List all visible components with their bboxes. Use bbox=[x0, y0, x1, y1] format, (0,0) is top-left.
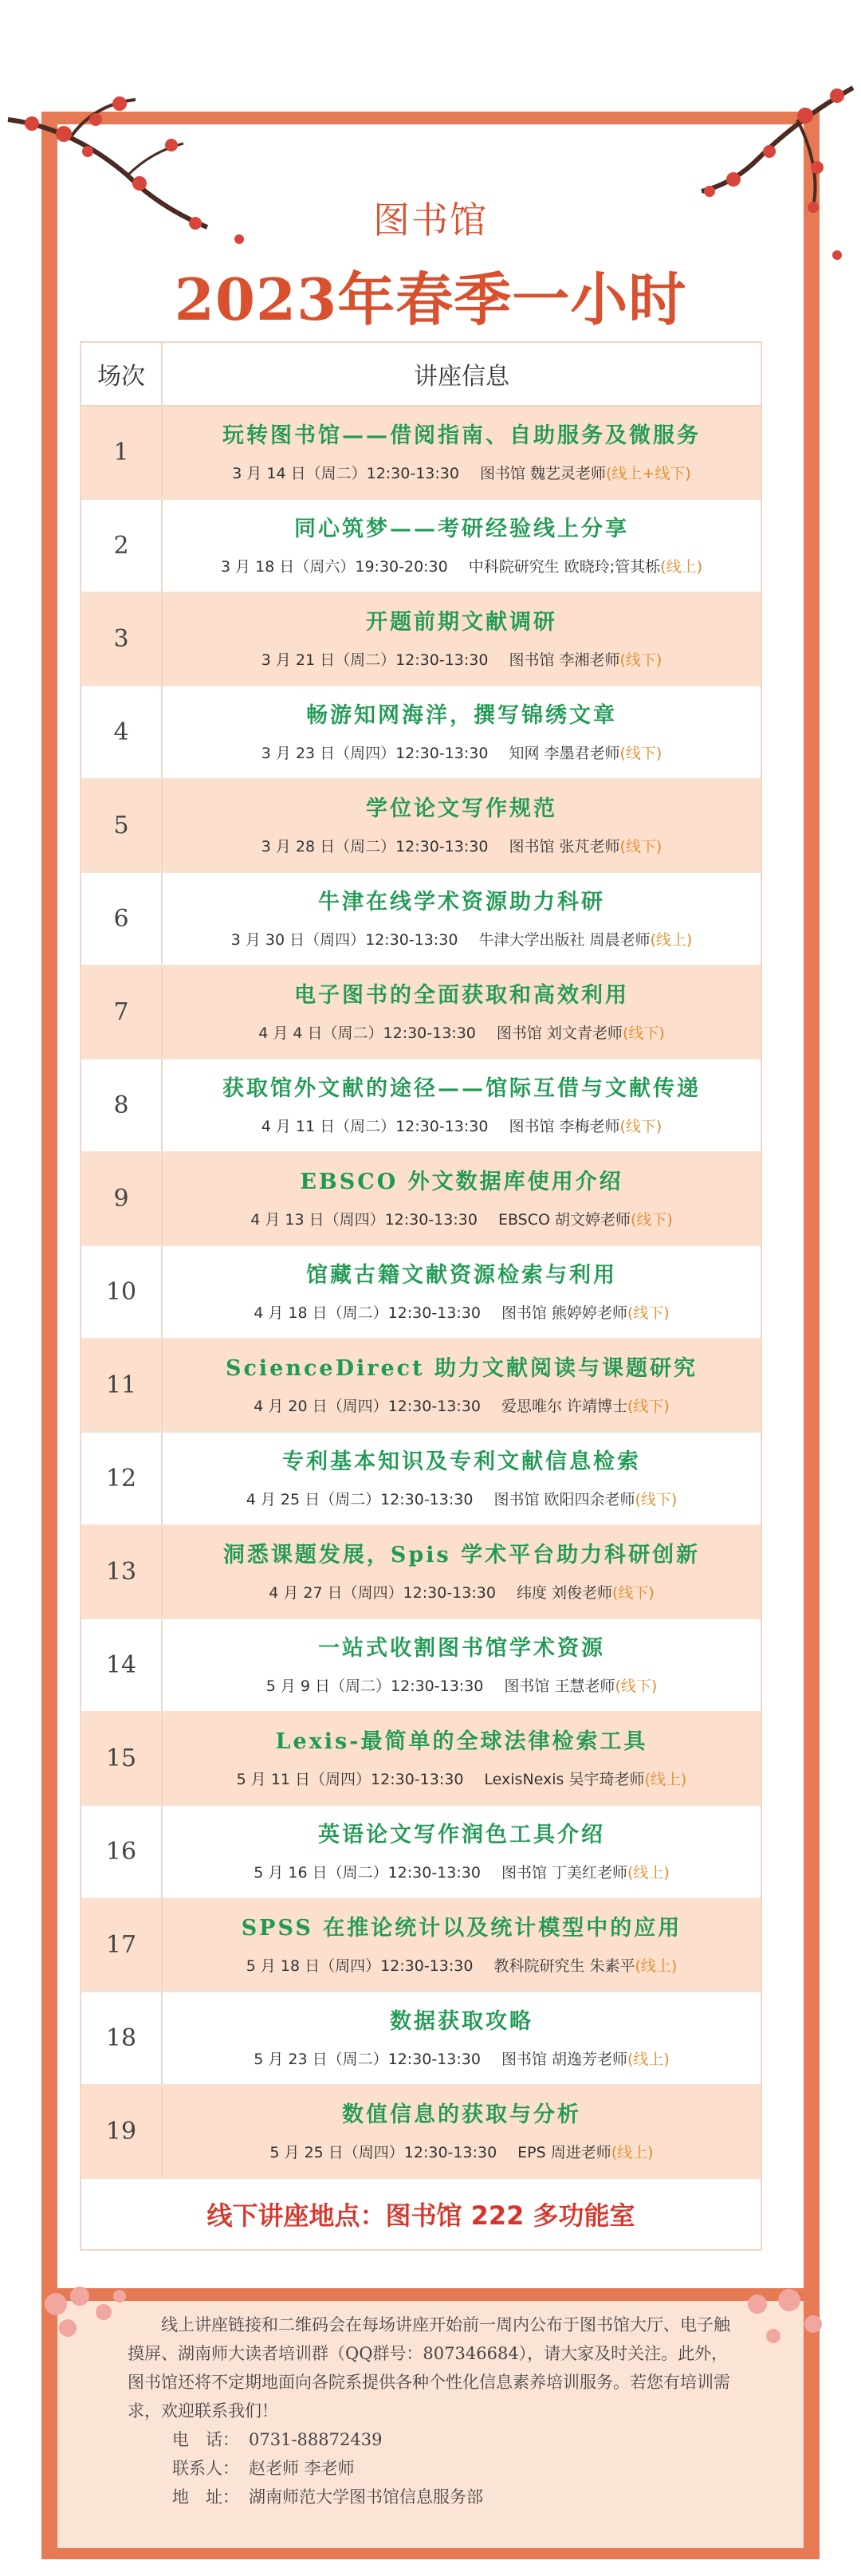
table-row bbox=[81, 1526, 761, 1619]
lecture-meta bbox=[232, 462, 691, 483]
address-value: 湖南师范大学图书馆信息服务部 bbox=[249, 2488, 483, 2507]
lecture-meta bbox=[261, 648, 662, 670]
lecture-speaker: 教科院研究生 朱素平 bbox=[493, 1957, 635, 1975]
lecture-speaker: 图书馆 李湘老师 bbox=[509, 651, 620, 669]
lecture-mode: (线下) bbox=[630, 1211, 673, 1229]
table-row bbox=[81, 593, 761, 686]
lecture-date: 5 月 23 日（周二）12:30-13:30 bbox=[254, 2051, 481, 2068]
lecture-meta bbox=[261, 835, 662, 856]
lecture-mode: (线下) bbox=[627, 1304, 670, 1322]
lecture-mode: (线上) bbox=[627, 2051, 670, 2068]
address-label: 地 址： bbox=[172, 2488, 239, 2507]
lecture-speaker: 爱思唯尔 许靖博士 bbox=[501, 1398, 627, 1415]
lecture-topic: 一站式收割图书馆学术资源 bbox=[318, 1636, 605, 1661]
lecture-meta bbox=[254, 2047, 670, 2069]
lecture-speaker: 图书馆 欧阳四余老师 bbox=[493, 1491, 635, 1508]
lecture-date: 4 月 27 日（周四）12:30-13:30 bbox=[269, 1584, 496, 1602]
lecture-speaker: 图书馆 李梅老师 bbox=[509, 1118, 620, 1135]
lecture-meta bbox=[261, 741, 662, 763]
lecture-mode: (线上) bbox=[650, 931, 693, 949]
lecture-date: 5 月 9 日（周二）12:30-13:30 bbox=[265, 1677, 484, 1695]
lecture-meta bbox=[246, 1488, 678, 1509]
lecture-speaker: 图书馆 刘文青老师 bbox=[496, 1025, 623, 1042]
table-row bbox=[81, 1806, 761, 1899]
lecture-speaker: 知网 李墨君老师 bbox=[509, 745, 620, 762]
lecture-date: 5 月 16 日（周二）12:30-13:30 bbox=[254, 1864, 481, 1882]
table-row bbox=[81, 780, 761, 873]
session-number: 8 bbox=[81, 1060, 163, 1151]
lecture-date: 4 月 20 日（周四）12:30-13:30 bbox=[254, 1398, 481, 1415]
lecture-mode: (线上) bbox=[611, 2144, 654, 2161]
session-number: 11 bbox=[81, 1339, 163, 1431]
table-row bbox=[81, 966, 761, 1060]
lecture-topic: 获取馆外文献的途径——馆际互借与文献传递 bbox=[222, 1076, 701, 1101]
lecture-info bbox=[163, 407, 761, 498]
lecture-meta bbox=[231, 928, 693, 950]
notice-paragraph: 线上讲座链接和二维码会在每场讲座开始前一周内公布于图书馆大厅、电子触摸屏、湖南师大读者培训群（QQ群号：807346684），请大家及时关注。此外，图书馆还将不定期地面向各院系提供各种个性化信息素养培训服务。若您有培训需求，欢迎联系我们！ bbox=[128, 2315, 730, 2421]
lecture-mode: (线下) bbox=[627, 1398, 670, 1415]
lecture-info bbox=[163, 593, 761, 685]
table-row bbox=[81, 686, 761, 780]
lecture-speaker: 图书馆 魏艺灵老师 bbox=[479, 465, 607, 482]
lecture-date: 4 月 25 日（周二）12:30-13:30 bbox=[246, 1491, 474, 1508]
lecture-table bbox=[80, 341, 762, 2251]
lecture-meta bbox=[269, 1581, 655, 1603]
lecture-speaker: 中科院研究生 欧晓玲;管其栎 bbox=[468, 558, 661, 576]
lecture-speaker: 图书馆 张芃老师 bbox=[509, 838, 620, 855]
session-number: 2 bbox=[81, 500, 163, 592]
lecture-topic: EBSCO 外文数据库使用介绍 bbox=[300, 1170, 623, 1194]
lecture-info bbox=[163, 1246, 761, 1338]
session-number: 14 bbox=[81, 1619, 163, 1711]
table-row bbox=[81, 2086, 761, 2179]
lecture-topic: 洞悉课题发展，Spis 学术平台助力科研创新 bbox=[222, 1543, 701, 1567]
lecture-info bbox=[163, 1339, 761, 1431]
lecture-speaker: EBSCO 胡文婷老师 bbox=[497, 1211, 631, 1229]
lecture-meta bbox=[221, 555, 702, 576]
lecture-speaker: 图书馆 胡逸芳老师 bbox=[501, 2051, 627, 2068]
contact-person bbox=[128, 2454, 733, 2483]
lecture-info bbox=[163, 1619, 761, 1711]
session-number: 15 bbox=[81, 1713, 163, 1804]
lecture-mode: (线上) bbox=[644, 1771, 687, 1788]
lecture-date: 4 月 18 日（周二）12:30-13:30 bbox=[254, 1304, 481, 1322]
lecture-date: 4 月 11 日（周二）12:30-13:30 bbox=[261, 1118, 489, 1135]
poster-main-title: 2023年春季一小时 bbox=[174, 265, 687, 333]
lecture-date: 4 月 13 日（周四）12:30-13:30 bbox=[250, 1211, 478, 1229]
contact-label: 联系人： bbox=[172, 2459, 239, 2478]
table-row bbox=[81, 1992, 761, 2086]
lecture-info bbox=[163, 1060, 761, 1151]
lecture-info bbox=[163, 2086, 761, 2177]
session-number: 13 bbox=[81, 1526, 163, 1618]
lecture-info bbox=[163, 686, 761, 778]
lecture-mode: (线下) bbox=[611, 1584, 655, 1602]
lecture-topic: ScienceDirect 助力文献阅读与课题研究 bbox=[225, 1356, 698, 1381]
lecture-info bbox=[163, 500, 761, 592]
session-number: 18 bbox=[81, 1992, 163, 2084]
lecture-speaker: 纬度 刘俊老师 bbox=[516, 1584, 612, 1602]
lecture-meta bbox=[254, 1301, 670, 1323]
lecture-topic: 数值信息的获取与分析 bbox=[342, 2102, 581, 2127]
lecture-speaker: 图书馆 王慧老师 bbox=[504, 1677, 615, 1695]
lecture-info bbox=[163, 1992, 761, 2084]
table-row bbox=[81, 1246, 761, 1339]
table-row bbox=[81, 1153, 761, 1246]
lecture-topic: 英语论文写作润色工具介绍 bbox=[318, 1823, 605, 1847]
lecture-meta bbox=[254, 1394, 670, 1416]
phone-value: 0731-88872439 bbox=[249, 2430, 383, 2449]
session-number: 5 bbox=[81, 780, 163, 871]
lecture-speaker: 图书馆 熊婷婷老师 bbox=[501, 1304, 627, 1322]
lecture-topic: 专利基本知识及专利文献信息检索 bbox=[282, 1449, 641, 1474]
table-row bbox=[81, 873, 761, 966]
lecture-mode: (线下) bbox=[619, 745, 662, 762]
lecture-mode: (线上) bbox=[660, 558, 703, 576]
header-info: 讲座信息 bbox=[414, 363, 509, 391]
lecture-date: 4 月 4 日（周二）12:30-13:30 bbox=[258, 1025, 476, 1042]
session-number: 1 bbox=[81, 407, 163, 498]
session-number: 3 bbox=[81, 593, 163, 685]
lecture-speaker: EPS 周进老师 bbox=[517, 2144, 611, 2161]
poster-org-title: 图书馆 bbox=[373, 199, 488, 242]
table-row bbox=[81, 1619, 761, 1713]
contact-address bbox=[128, 2483, 733, 2511]
lecture-topic: 畅游知网海洋，撰写锦绣文章 bbox=[306, 703, 617, 728]
lecture-meta bbox=[269, 2141, 653, 2162]
lecture-info bbox=[163, 780, 761, 871]
table-row bbox=[81, 1339, 761, 1433]
lecture-meta bbox=[237, 1768, 687, 1789]
lecture-mode: (线下) bbox=[619, 651, 662, 669]
lecture-info bbox=[163, 1526, 761, 1618]
lecture-date: 3 月 14 日（周二）12:30-13:30 bbox=[232, 465, 459, 482]
table-row bbox=[81, 1899, 761, 1992]
phone-label: 电 话： bbox=[172, 2430, 239, 2449]
session-number: 17 bbox=[81, 1899, 163, 1991]
lecture-info bbox=[163, 966, 761, 1058]
lecture-date: 3 月 28 日（周二）12:30-13:30 bbox=[261, 838, 489, 855]
table-row bbox=[81, 500, 761, 593]
contact-value: 赵老师 李老师 bbox=[249, 2459, 355, 2478]
header-session: 场次 bbox=[81, 343, 163, 405]
session-number: 10 bbox=[81, 1246, 163, 1338]
lecture-date: 3 月 18 日（周六）19:30-20:30 bbox=[220, 558, 448, 576]
table-row bbox=[81, 407, 761, 500]
lecture-date: 5 月 18 日（周四）12:30-13:30 bbox=[246, 1957, 474, 1975]
lecture-info bbox=[163, 1433, 761, 1524]
lecture-date: 5 月 11 日（周四）12:30-13:30 bbox=[236, 1771, 464, 1788]
lecture-topic: Lexis-最简单的全球法律检索工具 bbox=[275, 1729, 648, 1754]
lecture-topic: 学位论文写作规范 bbox=[366, 796, 557, 821]
contact-phone bbox=[128, 2425, 733, 2454]
lecture-topic: 同心筑梦——考研经验线上分享 bbox=[294, 517, 629, 541]
lecture-topic: 数据获取攻略 bbox=[390, 2009, 533, 2034]
lecture-info bbox=[163, 1806, 761, 1898]
lecture-topic: 馆藏古籍文献资源检索与利用 bbox=[306, 1263, 617, 1288]
lecture-date: 3 月 21 日（周二）12:30-13:30 bbox=[261, 651, 489, 669]
lecture-mode: (线上) bbox=[635, 1957, 678, 1975]
lecture-date: 3 月 30 日（周四）12:30-13:30 bbox=[230, 931, 458, 949]
session-number: 7 bbox=[81, 966, 163, 1058]
lecture-mode: (线下) bbox=[622, 1025, 665, 1042]
blossom-right-decoration bbox=[725, 2280, 837, 2376]
lecture-speaker: LexisNexis 吴宇琦老师 bbox=[484, 1771, 645, 1788]
session-number: 12 bbox=[81, 1433, 163, 1524]
notice-text bbox=[128, 2311, 733, 2511]
lecture-topic: SPSS 在推论统计以及统计模型中的应用 bbox=[241, 1916, 682, 1941]
table-row bbox=[81, 1060, 761, 1153]
lecture-speaker: 牛津大学出版社 周晨老师 bbox=[478, 931, 651, 949]
lecture-mode: (线上+线下) bbox=[606, 465, 691, 482]
session-number: 19 bbox=[81, 2086, 163, 2177]
lecture-meta bbox=[250, 1208, 673, 1229]
table-header bbox=[81, 343, 761, 407]
lecture-meta bbox=[254, 1861, 670, 1882]
lecture-info bbox=[163, 873, 761, 965]
lecture-mode: (线下) bbox=[619, 1118, 662, 1135]
lecture-speaker: 图书馆 丁美红老师 bbox=[501, 1864, 627, 1882]
table-row bbox=[81, 1713, 761, 1806]
lecture-date: 5 月 25 日（周四）12:30-13:30 bbox=[269, 2144, 497, 2161]
plum-branch-right-decoration bbox=[638, 72, 861, 279]
lecture-topic: 电子图书的全面获取和高效利用 bbox=[294, 983, 629, 1008]
lecture-topic: 开题前期文献调研 bbox=[366, 610, 557, 635]
lecture-meta bbox=[261, 1115, 662, 1136]
blossom-left-decoration bbox=[32, 2280, 144, 2376]
lecture-topic: 玩转图书馆——借阅指南、自助服务及微服务 bbox=[222, 423, 701, 448]
session-number: 16 bbox=[81, 1806, 163, 1898]
venue-notice: 线下讲座地点：图书馆 222 多功能室 bbox=[206, 2200, 635, 2231]
lecture-rows bbox=[81, 407, 761, 2179]
lecture-meta bbox=[266, 1674, 658, 1696]
session-number: 4 bbox=[81, 686, 163, 778]
lecture-mode: (线下) bbox=[615, 1677, 658, 1695]
lecture-date: 3 月 23 日（周四）12:30-13:30 bbox=[261, 745, 489, 762]
lecture-info bbox=[163, 1713, 761, 1804]
table-row bbox=[81, 1433, 761, 1526]
lecture-mode: (线下) bbox=[619, 838, 662, 855]
lecture-meta bbox=[258, 1021, 665, 1043]
session-number: 6 bbox=[81, 873, 163, 965]
lecture-meta bbox=[246, 1954, 678, 1976]
lecture-info bbox=[163, 1153, 761, 1245]
session-number: 9 bbox=[81, 1153, 163, 1245]
lecture-mode: (线上) bbox=[627, 1864, 670, 1882]
lecture-mode: (线下) bbox=[635, 1491, 678, 1508]
lecture-info bbox=[163, 1899, 761, 1991]
lecture-topic: 牛津在线学术资源助力科研 bbox=[318, 890, 605, 914]
